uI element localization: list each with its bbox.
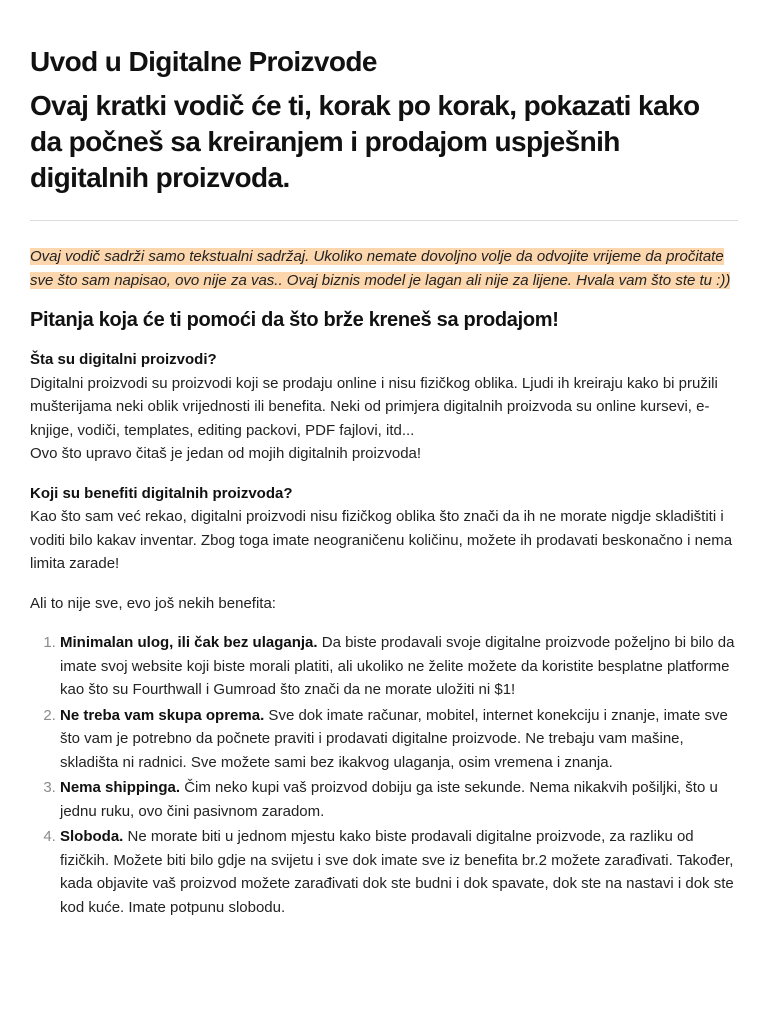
benefit-title: Nema shippinga.: [60, 779, 181, 796]
list-item: [60, 704, 738, 775]
benefits-list: [30, 631, 738, 919]
benefit-text: Sve dok imate računar, mobitel, internet konekciju i znanje, imate sve što vam je potrebno da počnete praviti i prodavati digitalne proizvode. Ne trebaju vam mašine, skladišta ni radnici. Sve možete sami bez ikakvog ulaganja, osim vremena i znanja.: [60, 706, 728, 771]
benefit-title: Ne treba vam skupa oprema.: [60, 706, 265, 724]
answer-paragraph: Ovo što upravo čitaš je jedan od mojih digitalnih proizvoda!: [30, 445, 422, 462]
benefit-title: Minimalan ulog, ili čak bez ulaganja.: [60, 634, 318, 651]
question-heading: Koji su benefiti digitalnih proizvoda?: [30, 484, 293, 502]
benefits-intro: Ali to nije sve, evo još nekih benefita:: [30, 594, 276, 612]
answer-paragraph: Digitalni proizvodi su proizvodi koji se prodaju online i nisu fizičkog oblika. Ljudi ih kreiraju kako bi pružili mušterijama neki oblik vrijednosti ili benefita. Neki od primjera digitalnih proizvoda su online kursevi, e-knjige, vodiči, templates, editing packovi, PDF fajlovi, itd...: [30, 374, 718, 439]
benefit-text: Ne morate biti u jednom mjestu kako biste prodavali digitalne proizvode, za razliku od fizičkih. Možete biti bilo gdje na svijetu i sve dok imate sve iz benefita br.2 možete zarađivati. Također, kada objavite vaš proizvod možete zarađivati dok ste budni i dok spavate, dok ste na nastavi i dok ste kod kuće. Imate potpunu slobodu.: [60, 828, 734, 916]
list-item: [60, 825, 738, 919]
list-item: [60, 631, 738, 702]
notice-text: Ovaj vodič sadrži samo tekstualni sadržaj. Ukoliko nemate dovoljno volje da odvojite vrijeme da pročitate sve što sam napisao, ovo nije za vas.. Ovaj biznis model je lagan ali nije za lijene. Hvala vam što ste tu :)): [30, 248, 731, 289]
list-item: [60, 776, 738, 823]
question-heading: Šta su digitalni proizvodi?: [30, 351, 217, 368]
benefit-text: Da biste prodavali svoje digitalne proizvode poželjno bi bilo da imate svoj website koji biste morali platiti, ali ukoliko ne želite možete da koristite besplatne platforme kao što su Fourthwall i Gumroad što znači da ne morate uložiti ni $1!: [60, 634, 735, 698]
benefit-title: Sloboda.: [60, 828, 124, 845]
section-heading: Pitanja koja će ti pomoći da što brže kreneš sa prodajom!: [30, 309, 559, 331]
highlighted-notice: [30, 245, 738, 292]
divider: [30, 220, 738, 221]
answer-paragraph: Kao što sam već rekao, digitalni proizvodi nisu fizičkog oblika što znači da ih ne morate nigdje skladištiti i voditi bilo kakav inventar. Zbog toga imate neograničenu količinu, možete ih prodavati beskonačno i nema limita zarade!: [30, 508, 733, 572]
page-title: Uvod u Digitalne Proizvode: [30, 46, 377, 77]
page-subtitle: Ovaj kratki vodič će ti, korak po korak, pokazati kako da počneš sa kreiranjem i prodajom uspješnih digitalnih proizvoda.: [30, 90, 700, 193]
benefit-text: Čim neko kupi vaš proizvod dobiju ga iste sekunde. Nema nikakvih pošiljki, što u jednu ruku, ovo čini pasivnom zaradom.: [60, 779, 718, 820]
